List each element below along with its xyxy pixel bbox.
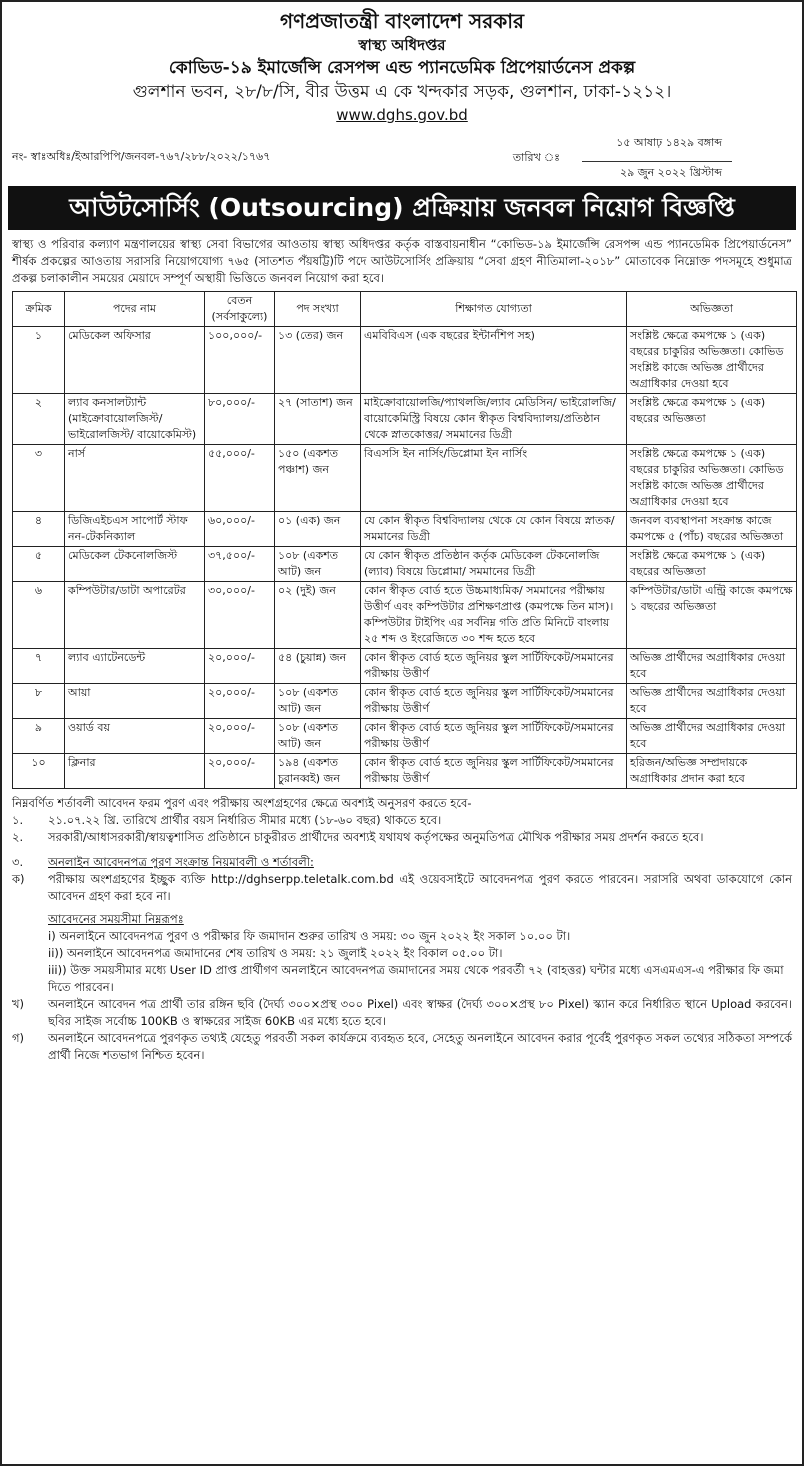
reference-date-block <box>12 132 792 182</box>
cell-serial: ৪ <box>13 512 65 547</box>
cell-count: ০২ (দুই) জন <box>275 582 361 649</box>
table-header-row <box>13 292 797 327</box>
cell-experience: অভিজ্ঞ প্রার্থীদের অগ্রাধিকার দেওয়া হবে <box>627 649 797 684</box>
condition-item <box>12 812 792 829</box>
reference-number: নং- স্বাঃঅধিঃ/ইআরপিপি/জনবল-৭৬৭/২৮৮/২০২২/১৭৬৭ <box>12 150 271 163</box>
header-salary: বেতন (সর্বসাকুল্যে) <box>205 292 275 327</box>
condition-item <box>12 871 792 905</box>
header-qualification: শিক্ষাগত যোগ্যতা <box>361 292 627 327</box>
condition-text: অনলাইনে আবেদনপত্রে পুরণকৃত তথ্যই যেহেতু পরবর্তী সকল কার্যক্রমে ব্যবহৃত হবে, সেহেতু অনলাইনে আবেদন করার পূর্বেই পুরণকৃত সকল তথ্যের সঠিকতা সম্পর্কে প্রার্থী নিজে শতভাগ নিশ্চিত হবেন। <box>48 1031 792 1062</box>
cell-post: নার্স <box>65 445 205 512</box>
cell-qualification: যে কোন স্বীকৃত প্রতিষ্ঠান কর্তৃক মেডিকেল টেকনোলজি (ল্যাব) বিষয়ে ডিপ্লোমা/ সমমানের ডিগ্রী <box>361 547 627 582</box>
cell-qualification: কোন স্বীকৃত বোর্ড হতে জুনিয়র স্কুল সার্টিফিকেট/সমমানের পরীক্ষায় উত্তীর্ণ <box>361 684 627 719</box>
condition-text: অনলাইনে আবেদন পত্র প্রার্থী তার রঙ্গিন ছবি (দৈর্ঘ্য ৩০০×প্রস্থ ৩০০ Pixel) এবং স্বাক্ষর (দৈর্ঘ্য ৩০০×প্রস্থ ৮০ Pixel) স্ক্যান করে নির্ধারিত স্থানে Upload করবেন। ছবির সাইজ সর্বোচ্চ 100KB ও স্বাক্ষরের সাইজ 60KB এর মধ্যে হতে হবে। <box>48 997 792 1028</box>
cell-qualification: বিএসসি ইন নার্সিং/ডিপ্লোমা ইন নার্সিং <box>361 445 627 512</box>
condition-number: খ) <box>12 997 25 1011</box>
cell-experience: সংশ্লিষ্ট ক্ষেত্রে কমপক্ষে ১ (এক) বছরের চাকুরির অভিজ্ঞতা। কোভিড সংশ্লিষ্ট কাজে অভিজ্ঞ প্রার্থীদের অগ্রাধিকার দেওয়া হবে <box>627 327 797 394</box>
cell-salary: ৬০,০০০/- <box>205 512 275 547</box>
cell-experience: সংশ্লিষ্ট ক্ষেত্রে কমপক্ষে ১ (এক) বছরের অভিজ্ঞতা <box>627 547 797 582</box>
cell-count: ১৩ (তের) জন <box>275 327 361 394</box>
cell-serial: ১ <box>13 327 65 394</box>
cell-salary: ৩০,০০০/- <box>205 582 275 649</box>
table-row <box>13 754 797 789</box>
cell-experience: অভিজ্ঞ প্রার্থীদের অগ্রাধিকার দেওয়া হবে <box>627 684 797 719</box>
date-divider <box>582 161 732 162</box>
table-row <box>13 327 797 394</box>
project-name: কোভিড-১৯ ইমার্জেন্সি রেসপন্স এন্ড প্যানডেমিক প্রিপেয়ার্ডনেস প্রকল্প <box>168 58 636 78</box>
cell-salary: ২০,০০০/- <box>205 719 275 754</box>
condition-item <box>12 996 792 1030</box>
date-bangla: ১৫ আষাঢ় ১৪২৯ বঙ্গাব্দ <box>616 136 722 149</box>
cell-experience: সংশ্লিষ্ট ক্ষেত্রে কমপক্ষে ১ (এক) বছরের চাকুরির অভিজ্ঞতা। কোভিড সংশ্লিষ্ট কাজে অভিজ্ঞ প্রার্থীদের অগ্রাধিকার দেওয়া হবে <box>627 445 797 512</box>
date-label: তারিখ ঃ <box>512 151 560 164</box>
job-table <box>12 291 797 789</box>
cell-salary: ৮০,০০০/- <box>205 394 275 445</box>
condition-item <box>12 829 792 846</box>
cell-post: মেডিকেল টেকনোলজিস্ট <box>65 547 205 582</box>
cell-post: ক্লিনার <box>65 754 205 789</box>
condition-text: ২১.০৭.২২ খ্রি. তারিখে প্রার্থীর বয়স নির্ধারিত সীমার মধ্যে (১৮-৬০ বছর) থাকতে হবে। <box>48 813 442 827</box>
cell-serial: ৮ <box>13 684 65 719</box>
cell-serial: ৭ <box>13 649 65 684</box>
table-row <box>13 512 797 547</box>
header-experience: অভিজ্ঞতা <box>627 292 797 327</box>
cell-serial: ৯ <box>13 719 65 754</box>
timeline-title: আবেদনের সময়সীমা নিম্নরূপঃ <box>48 912 184 926</box>
condition-number: ১. <box>12 813 24 827</box>
table-row <box>13 582 797 649</box>
conditions-intro: নিম্নবর্ণিত শর্তাবলী আবেদন ফরম পুরণ এবং পরীক্ষায় অংশগ্রহণের ক্ষেত্রে অবশ্যই অনুসরণ করতে হবে- <box>12 796 472 810</box>
header-count: পদ সংখ্যা <box>275 292 361 327</box>
cell-qualification: মাইক্রোবায়োলজি/প্যাথলজি/ল্যাব মেডিসিন/ ভাইরোলজি/ বায়োকেমিস্ট্রি বিষয়ে কোন স্বীকৃত বিশ্ববিদ্যালয়/প্রতিষ্ঠান থেকে স্নাতকোত্তর/ সমমানের ডিগ্রী <box>361 394 627 445</box>
directorate-name: স্বাস্থ্য অধিদপ্তর <box>358 36 446 54</box>
cell-count: ১৯৪ (একশত চুরানব্বই) জন <box>275 754 361 789</box>
cell-salary: ২০,০০০/- <box>205 649 275 684</box>
condition-item <box>12 1030 792 1064</box>
cell-count: ১৫০ (একশত পঞ্চাশ) জন <box>275 445 361 512</box>
condition-item <box>12 854 792 871</box>
cell-post: আয়া <box>65 684 205 719</box>
intro-paragraph: স্বাস্থ্য ও পরিবার কল্যাণ মন্ত্রণালয়ের স্বাস্থ্য সেবা বিভাগের আওতায় স্বাস্থ্য অধিদপ্তর কর্তৃক বাস্তবায়নাধীন “কোভিড-১৯ ইমার্জেন্সি রেসপন্স এন্ড প্যানডেমিক প্রিপেয়ার্ডনেস” শীর্ষক প্রকল্পের আওতায় সরাসরি নিয়োগযোগ্য ৭৬৫ (সাতশত পঁয়ষট্টি)টি পদে আউটসোর্সিং প্রক্রিয়ায় “সেবা গ্রহণ নীতিমালা-২০১৮” মোতাবেক নিম্নোক্ত পদসমূহে শুধুমাত্র প্রকল্প চলাকালীন সময়ের মেয়াদে সম্পূর্ণ অস্থায়ী ভিত্তিতে জনবল নিয়োগ করা হবে। <box>12 237 792 285</box>
condition-number: ক) <box>12 872 25 886</box>
cell-count: ১০৮ (একশত আট) জন <box>275 719 361 754</box>
cell-qualification: কোন স্বীকৃত বোর্ড হতে জুনিয়র স্কুল সার্টিফিকেট/সমমানের পরীক্ষায় উত্তীর্ণ <box>361 754 627 789</box>
cell-qualification: যে কোন স্বীকৃত বিশ্ববিদ্যালয় থেকে যে কোন বিষয়ে স্নাতক/সমমানের ডিগ্রী <box>361 512 627 547</box>
header-serial: ক্রমিক <box>13 292 65 327</box>
table-row <box>13 649 797 684</box>
cell-salary: ১০০,০০০/- <box>205 327 275 394</box>
notice-header <box>2 8 802 126</box>
office-address: গুলশান ভবন, ২৮/৮/সি, বীর উত্তম এ কে খন্দকার সড়ক, গুলশান, ঢাকা-১২১২। <box>132 82 672 102</box>
government-name: গণপ্রজাতন্ত্রী বাংলাদেশ সরকার <box>280 9 524 33</box>
cell-post: ওয়ার্ড বয় <box>65 719 205 754</box>
timeline-item: iii)) উক্ত সময়সীমার মধ্যে User ID প্রাপ্ত প্রার্থীগণ অনলাইনে আবেদনপত্র জমাদানের সময় থেকে পরবর্তী ৭২ (বাহত্তর) ঘন্টার মধ্যে এসএমএস-এ পরীক্ষার ফি জমা দিতে পারবেন। <box>48 963 784 994</box>
cell-post: ল্যাব এ্যাটেনডেন্ট <box>65 649 205 684</box>
cell-post: ডিজিএইচএস সাপোর্ট স্টাফ নন-টেকনিক্যাল <box>65 512 205 547</box>
table-row <box>13 445 797 512</box>
cell-qualification: এমবিবিএস (এক বছরের ইন্টার্নশিপ সহ) <box>361 327 627 394</box>
cell-experience: হরিজন/অভিজ্ঞ সম্প্রদায়কে অগ্রাধিকার প্রদান করা হবে <box>627 754 797 789</box>
cell-qualification: কোন স্বীকৃত বোর্ড হতে উচ্চমাধ্যমিক/ সমমানের পরীক্ষায় উত্তীর্ণ এবং কম্পিউটার প্রশিক্ষণপ্রাপ্ত (কমপক্ষে তিন মাস)। কম্পিউটার টাইপিং এর সর্বনিম্ন গতি প্রতি মিনিটে বাংলায় ২৫ শব্দ ও ইংরেজিতে ৩০ শব্দ হতে হবে <box>361 582 627 649</box>
cell-serial: ১০ <box>13 754 65 789</box>
cell-count: ২৭ (সাতাশ) জন <box>275 394 361 445</box>
cell-qualification: কোন স্বীকৃত বোর্ড হতে জুনিয়র স্কুল সার্টিফিকেট/সমমানের পরীক্ষায় উত্তীর্ণ <box>361 719 627 754</box>
cell-serial: ৫ <box>13 547 65 582</box>
cell-post: ল্যাব কনসালট্যান্ট (মাইক্রোবায়োলজিস্ট/ ভাইরোলজিস্ট/ বায়োকেমিস্ট) <box>65 394 205 445</box>
table-row <box>13 547 797 582</box>
timeline-item: ii)) অনলাইনে আবেদনপত্র জমাদানের শেষ তারিখ ও সময়: ২১ জুলাই ২০২২ ইং বিকাল ০৫.০০ টা। <box>48 946 503 960</box>
cell-experience: সংশ্লিষ্ট ক্ষেত্রে কমপক্ষে ১ (এক) বছরের অভিজ্ঞতা <box>627 394 797 445</box>
condition-number: ২. <box>12 830 24 844</box>
condition-number: ৩. <box>12 855 24 869</box>
table-row <box>13 684 797 719</box>
header-post: পদের নাম <box>65 292 205 327</box>
cell-serial: ৬ <box>13 582 65 649</box>
cell-experience: অভিজ্ঞ প্রার্থীদের অগ্রাধিকার দেওয়া হবে <box>627 719 797 754</box>
table-row <box>13 394 797 445</box>
date-english: ২৯ জুন ২০২২ খ্রিস্টাব্দ <box>619 166 722 179</box>
cell-experience: জনবল ব্যবস্থাপনা সংক্রান্ত কাজে কমপক্ষে ৫ (পাঁচ) বছরের অভিজ্ঞতা <box>627 512 797 547</box>
cell-count: ৫৪ (চুয়ান্ন) জন <box>275 649 361 684</box>
cell-experience: কম্পিউটার/ডাটা এন্ট্রি কাজে কমপক্ষে ১ বছরের অভিজ্ঞতা <box>627 582 797 649</box>
cell-count: ০১ (এক) জন <box>275 512 361 547</box>
cell-salary: ৫৫,০০০/- <box>205 445 275 512</box>
cell-post: মেডিকেল অফিসার <box>65 327 205 394</box>
cell-salary: ২০,০০০/- <box>205 754 275 789</box>
condition-text: সরকারী/আধাসরকারী/স্বায়ত্বশাসিত প্রতিষ্ঠানে চাকুরীরত প্রার্থীদের অবশ্যই যথাযথ কর্তৃপক্ষের অনুমতিপত্র মৌখিক পরীক্ষার সময় প্রদর্শন করতে হবে। <box>48 830 704 844</box>
website-link[interactable]: www.dghs.gov.bd <box>336 106 468 124</box>
conditions-section <box>12 795 792 1064</box>
cell-count: ১০৮ (একশত আট) জন <box>275 547 361 582</box>
condition-number: গ) <box>12 1031 25 1045</box>
table-row <box>13 719 797 754</box>
cell-qualification: কোন স্বীকৃত বোর্ড হতে জুনিয়র স্কুল সার্টিফিকেট/সমমানের পরীক্ষায় উত্তীর্ণ <box>361 649 627 684</box>
cell-post: কম্পিউটার/ডাটা অপারেটর <box>65 582 205 649</box>
cell-serial: ২ <box>13 394 65 445</box>
job-table-body <box>13 327 797 789</box>
cell-count: ১০৮ (একশত আট) জন <box>275 684 361 719</box>
condition-text: পরীক্ষায় অংশগ্রহণের ইচ্ছুক ব্যক্তি http://dghserpp.teletalk.com.bd এই ওয়েবসাইটে আবেদনপত্র পুরণ করতে পারবেন। সরাসরি অথবা ডাকযোগে কোন আবেদন গ্রহণ করা হবে না। <box>48 872 792 903</box>
cell-serial: ৩ <box>13 445 65 512</box>
notice-title-banner: আউটসোর্সিং (Outsourcing) প্রক্রিয়ায় জনবল নিয়োগ বিজ্ঞপ্তি <box>8 186 796 230</box>
timeline-item: i) অনলাইনে আবেদনপত্র পুরণ ও পরীক্ষার ফি জমাদান শুরুর তারিখ ও সময়: ৩০ জুন ২০২২ ইং সকাল ১০.০০ টা। <box>48 929 571 943</box>
online-rules-title: অনলাইন আবেদনপত্র পুরণ সংক্রান্ত নিয়মাবলী ও শর্তাবলী: <box>48 855 314 869</box>
cell-salary: ২০,০০০/- <box>205 684 275 719</box>
cell-salary: ৩৭,৫০০/- <box>205 547 275 582</box>
